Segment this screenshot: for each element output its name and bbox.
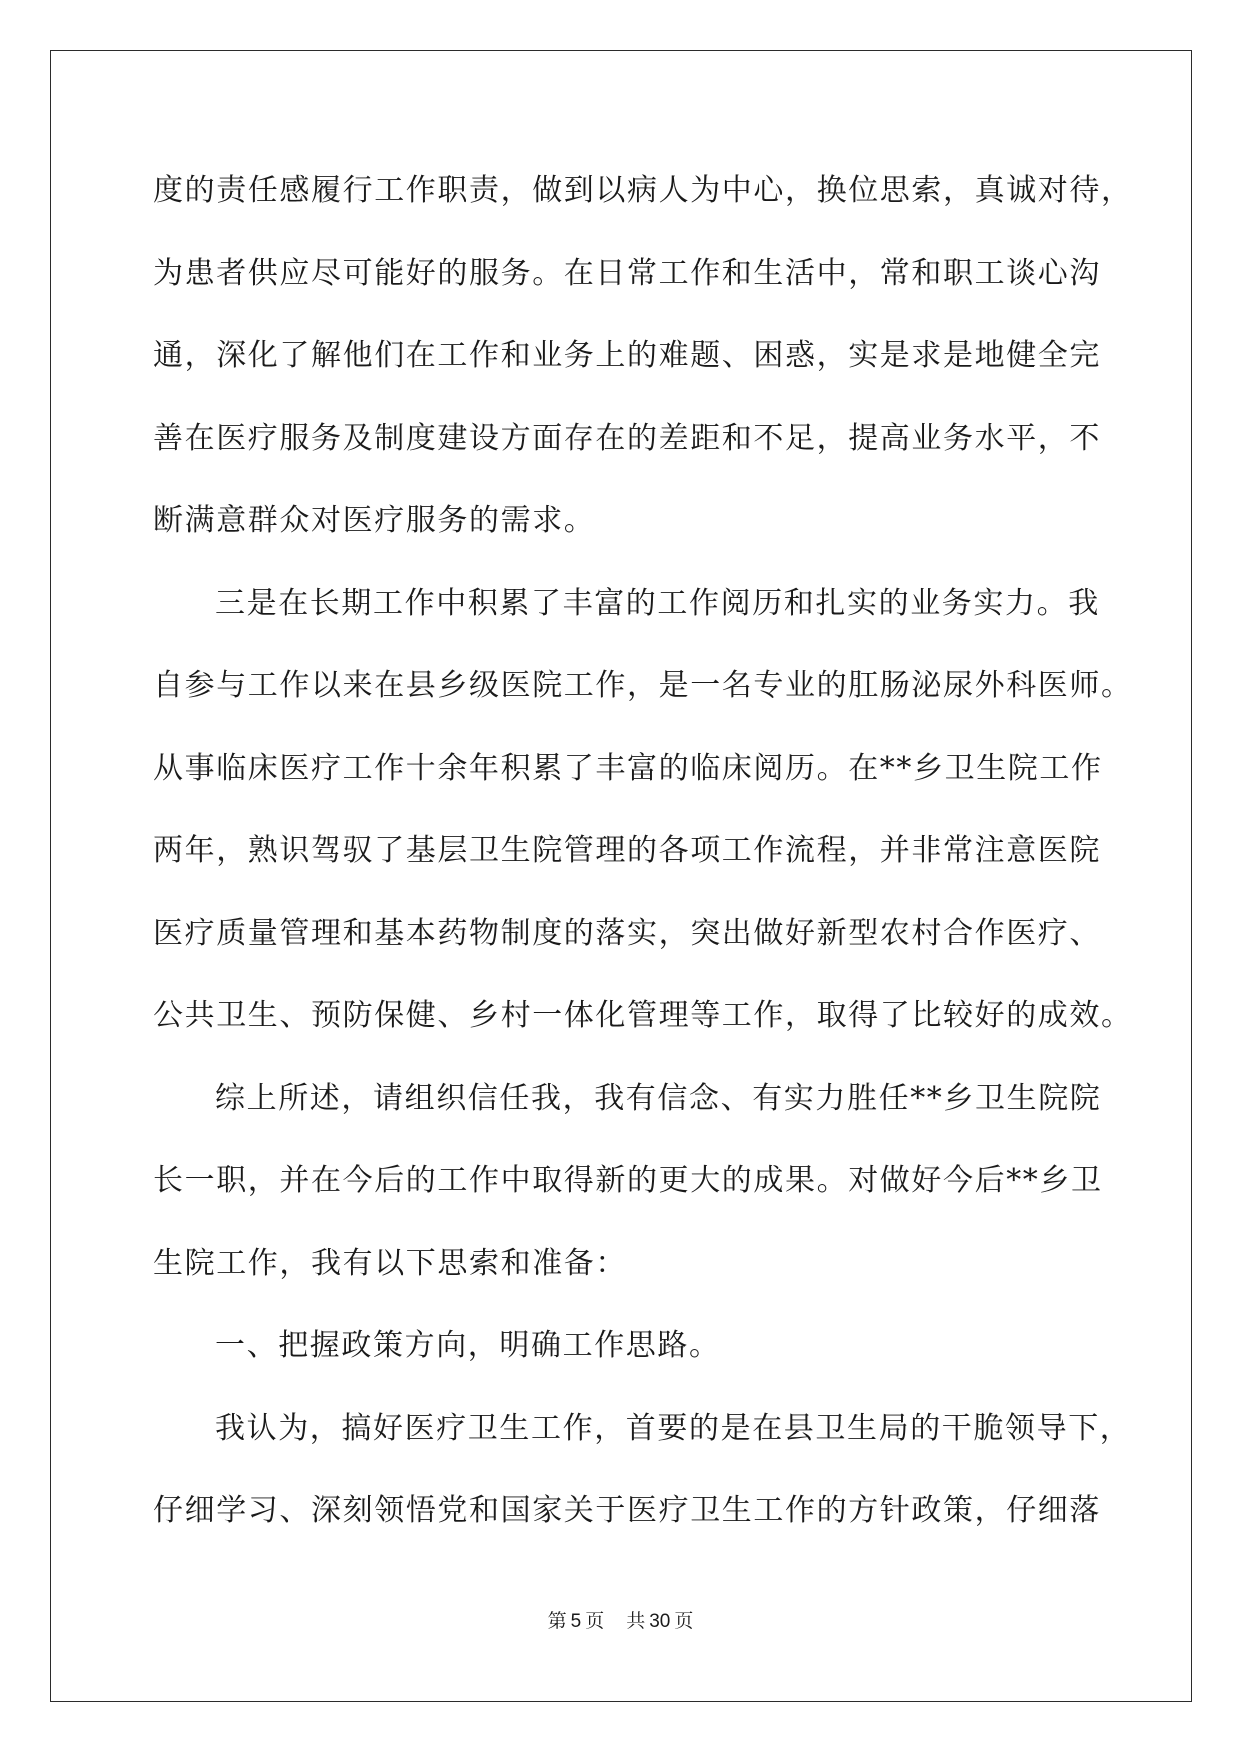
text-line-4: 善在医疗服务及制度建设方面存在的差距和不足，提高业务水平，不 xyxy=(153,420,1101,456)
page-footer xyxy=(0,1606,1241,1633)
page-prefix: 第 xyxy=(547,1610,567,1632)
text-line-13: 长一职，并在今后的工作中取得新的更大的成果。对做好今后**乡卫 xyxy=(153,1163,1103,1198)
text-line-6: 三是在长期工作中积累了丰富的工作阅历和扎实的业务实力。我 xyxy=(215,585,1100,621)
text-line-14: 生院工作，我有以下思索和准备： xyxy=(153,1245,627,1281)
text-line-9: 两年，熟识驾驭了基层卫生院管理的各项工作流程，并非常注意医院 xyxy=(153,833,1101,868)
total-pages: 30 xyxy=(649,1611,671,1632)
text-line-11: 公共卫生、预防保健、乡村一体化管理等工作，取得了比较好的成效。 xyxy=(153,998,1133,1033)
page-suffix: 页 xyxy=(585,1610,605,1632)
total-suffix: 页 xyxy=(674,1610,694,1632)
text-line-10: 医疗质量管理和基本药物制度的落实，突出做好新型农村合作医疗、 xyxy=(153,915,1101,951)
text-line-3: 通，深化了解他们在工作和业务上的难题、困惑，实是求是地健全完 xyxy=(153,338,1101,373)
text-line-7: 自参与工作以来在县乡级医院工作，是一名专业的肛肠泌尿外科医师。 xyxy=(153,668,1133,703)
text-line-16: 我认为，搞好医疗卫生工作，首要的是在县卫生局的干脆领导下， xyxy=(215,1410,1132,1446)
text-line-1: 度的责任感履行工作职责，做到以病人为中心，换位思索，真诚对待， xyxy=(153,173,1133,208)
text-line-5: 断满意群众对医疗服务的需求。 xyxy=(153,503,596,538)
text-line-15: 一、把握政策方向，明确工作思路。 xyxy=(215,1328,721,1363)
total-prefix: 共 xyxy=(626,1610,646,1632)
page-number: 5 xyxy=(570,1611,582,1632)
text-line-8: 从事临床医疗工作十余年积累了丰富的临床阅历。在**乡卫生院工作 xyxy=(153,750,1103,786)
document-body xyxy=(153,150,1133,1553)
text-line-17: 仔细学习、深刻领悟党和国家关于医疗卫生工作的方针政策，仔细落 xyxy=(153,1493,1101,1528)
text-line-12: 综上所述，请组织信任我，我有信念、有实力胜任**乡卫生院院 xyxy=(215,1080,1102,1116)
text-line-2: 为患者供应尽可能好的服务。在日常工作和生活中，常和职工谈心沟 xyxy=(153,255,1101,291)
